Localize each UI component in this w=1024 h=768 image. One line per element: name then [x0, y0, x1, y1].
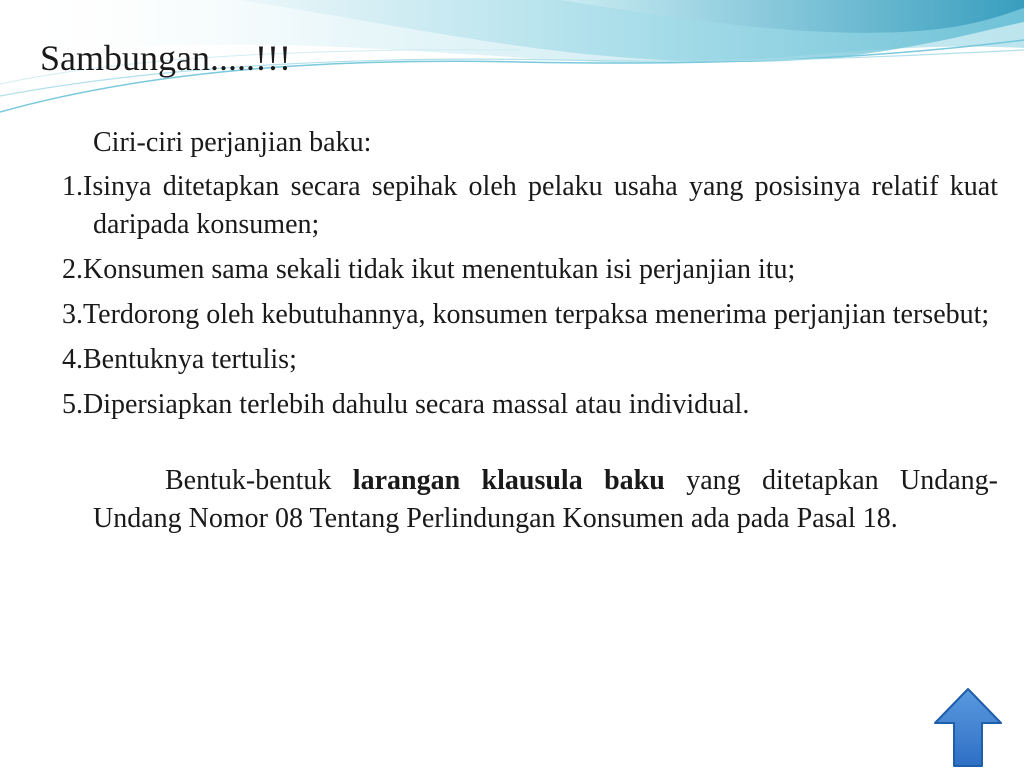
list-item: 2.Konsumen sama sekali tidak ikut menentukan isi perjanjian itu; [62, 254, 796, 285]
list-item: 3.Terdorong oleh kebutuhannya, konsumen terpaksa menerima perjanjian tersebut; [62, 299, 990, 330]
paragraph-text-end: yang ditetapkan Undang-Undang Nomor 08 Tentang Perlindungan Konsumen ada pada Pasal 18. [93, 465, 998, 534]
paragraph-text-start: Bentuk-bentuk [165, 465, 353, 496]
list-item: 1.Isinya ditetapkan secara sepihak oleh pelaku usaha yang posisinya relatif kuat daripada konsumen; [62, 171, 998, 240]
list-intro: Ciri-ciri perjanjian baku: [93, 127, 372, 158]
up-arrow-icon[interactable] [932, 686, 1004, 768]
list-item: 4.Bentuknya tertulis; [62, 344, 297, 375]
slide-title: Sambungan.....!!! [40, 38, 291, 78]
list-item: 5.Dipersiapkan terlebih dahulu secara massal atau individual. [62, 389, 750, 420]
characteristics-list [62, 168, 998, 424]
slide-body [62, 124, 998, 538]
paragraph-emphasis: larangan klausula baku [352, 465, 665, 496]
closing-paragraph [62, 462, 998, 538]
